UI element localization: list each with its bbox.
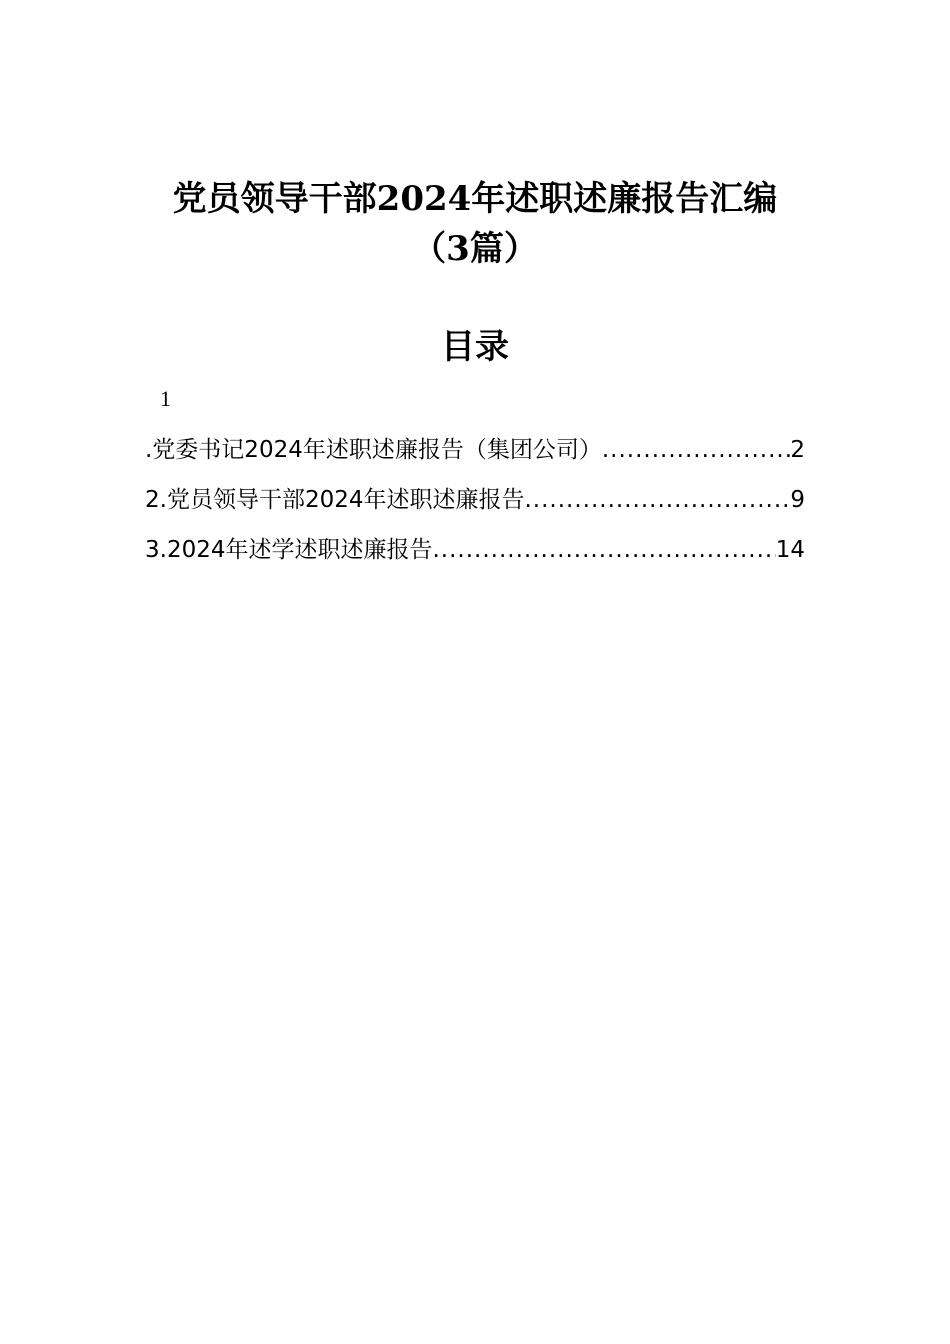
toc-entry-page: 9	[790, 487, 805, 513]
toc-lead-number: 1	[160, 386, 171, 411]
toc-entry-title: .党委书记2024年述职述廉报告（集团公司）	[145, 437, 602, 463]
document-title: 党员领导干部2024年述职述廉报告汇编	[172, 179, 778, 219]
toc-entry-title: 3.2024年述学述职述廉报告	[145, 537, 433, 563]
toc-entry-title: 2.党员领导干部2024年述职述廉报告	[145, 487, 525, 513]
table-of-contents	[145, 430, 805, 580]
toc-leader-dots	[524, 480, 790, 520]
toc-entry-page: 14	[775, 537, 805, 563]
document-subtitle: （3篇）	[412, 229, 538, 269]
toc-entry[interactable]	[145, 430, 805, 480]
toc-leader-dots	[602, 430, 791, 470]
toc-entry[interactable]	[145, 480, 805, 530]
toc-heading: 目录	[441, 327, 509, 367]
toc-entry-page: 2	[790, 437, 805, 463]
toc-leader-dots	[432, 530, 775, 570]
toc-entry[interactable]	[145, 530, 805, 580]
